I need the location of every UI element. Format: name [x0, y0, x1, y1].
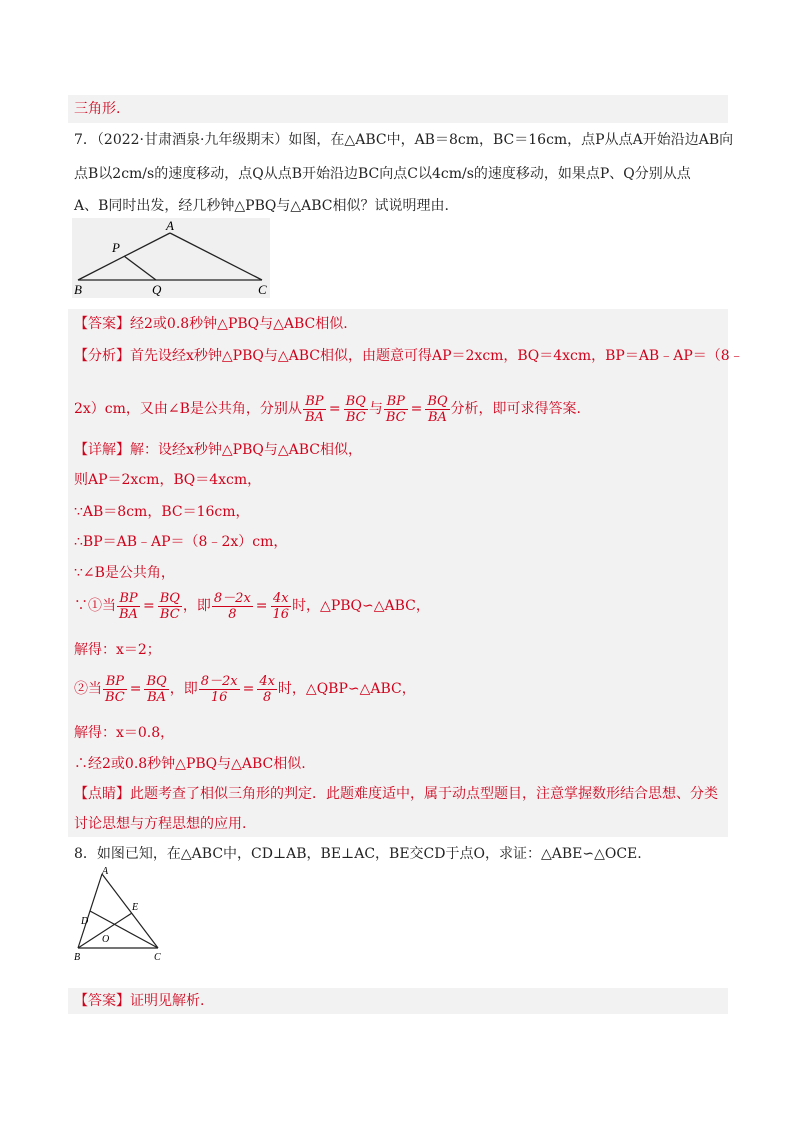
q8-label-a: A	[102, 866, 109, 877]
q7-case-2: ②当 $\frac{BP}{BC}$ = $\frac{BQ}{BA}$ ，即 $\frac{8-2x}{16}$ = $\frac{4x}{8}$ 时，△QBP∽△ABC，	[74, 673, 416, 705]
q7-comment-line-2: 讨论思想与方程思想的应用.	[74, 816, 247, 832]
q7-conclusion: ∴经2或0.8秒钟△PBQ与△ABC相似.	[74, 756, 306, 772]
q7-detail-line-2: 则AP＝2xcm，BQ＝4xcm，	[74, 472, 262, 488]
analysis-text-b: 与	[368, 401, 383, 417]
q8-label-o: O	[102, 934, 110, 945]
frac-bp-bc: $\frac{BP}{BC}$	[385, 393, 406, 425]
q7-label-a: A	[166, 218, 174, 233]
q7-detail-line-1: 【详解】解：设经x秒钟△PBQ与△ABC相似，	[74, 442, 362, 458]
q8-label-e: E	[132, 902, 139, 913]
q8-text: 8．如图已知，在△ABC中，CD⊥AB，BE⊥AC，BE交CD于点O，求证：△ABE∽△OCE.	[74, 846, 642, 862]
q7-analysis-line-2: 2x）cm，又由∠B是公共角，分别从 $\frac{BP}{BA}$ = $\frac{BQ}{BC}$ 与 $\frac{BP}{BC}$ = $\frac{BQ}{BA}$ 分析，即可求得答案.	[74, 393, 581, 425]
frac-bq-bc: $\frac{BQ}{BC}$	[345, 393, 366, 425]
q7-detail-line-5: ∵∠B是公共角，	[74, 565, 175, 581]
prev-answer-tail: 三角形.	[74, 101, 121, 117]
analysis-text-a: 2x）cm，又由∠B是公共角，分别从	[74, 401, 302, 417]
q8-label-b: B	[74, 952, 81, 963]
q7-line-1: 7．（2022·甘肃酒泉·九年级期末）如图，在△ABC中，AB＝8cm，BC＝16cm，点P从点A开始沿边AB向	[74, 132, 734, 148]
prev-answer-box	[68, 95, 728, 123]
q7-line-3: A、B同时出发，经几秒钟△PBQ与△ABC相似？试说明理由.	[74, 198, 449, 214]
q7-detail-line-3: ∵AB＝8cm，BC＝16cm，	[74, 504, 250, 520]
frac-bq-ba: $\frac{BQ}{BA}$	[427, 393, 448, 425]
q8-label-c: C	[154, 952, 161, 963]
q8-triangle-figure	[70, 864, 170, 964]
q7-comment-line-1: 【点睛】此题考查了相似三角形的判定．此题难度适中，属于动点型题目，注意掌握数形结合思想、分类	[74, 786, 718, 802]
q7-case-1: ∵①当 $\frac{BP}{BA}$ = $\frac{BQ}{BC}$ ，即 $\frac{8-2x}{8}$ = $\frac{4x}{16}$ 时，△PBQ∽△ABC，	[74, 590, 430, 622]
q8-answer: 【答案】证明见解析.	[74, 993, 205, 1009]
q7-label-p: P	[112, 240, 120, 255]
q7-solution-2: 解得：x＝0.8，	[74, 725, 175, 741]
q8-label-d: D	[81, 916, 89, 927]
frac-bp-ba: $\frac{BP}{BA}$	[304, 393, 324, 425]
q7-triangle-figure	[72, 218, 272, 300]
q7-answer: 【答案】经2或0.8秒钟△PBQ与△ABC相似.	[74, 316, 348, 332]
q7-label-b: B	[74, 282, 82, 297]
q7-label-c: C	[258, 282, 267, 297]
q7-detail-line-4: ∴BP＝AB﹣AP＝（8﹣2x）cm，	[74, 534, 288, 550]
q7-line-2: 点B以2cm/s的速度移动，点Q从点B开始沿边BC向点C以4cm/s的速度移动，如果点P、Q分别从点	[74, 166, 691, 182]
q7-solution-1: 解得：x＝2；	[74, 642, 161, 658]
analysis-text-c: 分析，即可求得答案.	[450, 401, 581, 417]
q7-label-q: Q	[152, 282, 162, 297]
q7-analysis-line-1: 【分析】首先设经x秒钟△PBQ与△ABC相似，由题意可得AP＝2xcm，BQ＝4xcm，BP＝AB﹣AP＝（8﹣	[74, 348, 744, 364]
